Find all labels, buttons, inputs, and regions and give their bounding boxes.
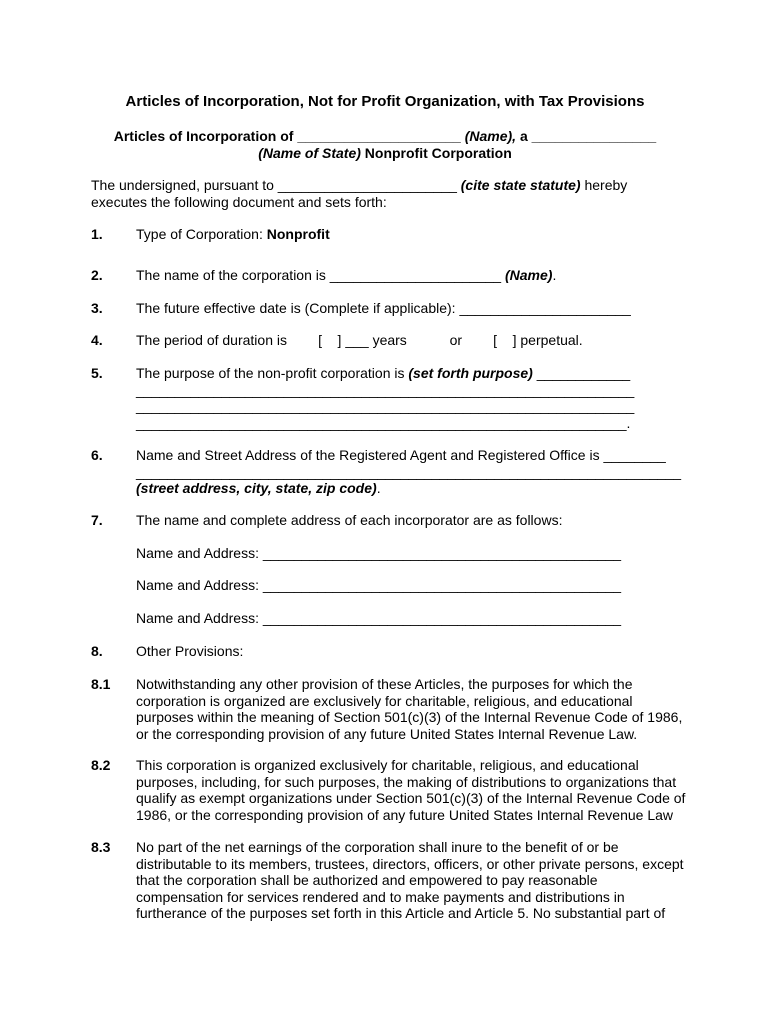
article-body [136, 757, 736, 823]
incorporator-line: Name and Address: ______________________________________________ [136, 577, 622, 593]
subtitle-name-placeholder: (Name), [464, 128, 517, 144]
article-number: 8.1 [91, 676, 111, 692]
corporation-type-value: Nonprofit [266, 226, 330, 242]
article-body [136, 839, 736, 922]
article-body [136, 643, 696, 660]
article-text-end: . [376, 480, 381, 496]
paragraph-line: that the corporation shall be authorized and empowered to pay reasonable [136, 872, 598, 888]
article-number: 8. [91, 643, 103, 659]
article-text: Type of Corporation: [136, 226, 267, 242]
article-body [136, 676, 736, 742]
article-text: The name and complete address of each incorporator are as follows: [136, 512, 563, 528]
article-text: Other Provisions: [136, 643, 244, 659]
intro-cite-placeholder: (cite state statute) [460, 177, 581, 193]
article-line [136, 480, 736, 497]
article-number: 2. [91, 267, 103, 283]
article-text: The name of the corporation is ______________________ [136, 267, 505, 283]
blank-line: _______________________________________________________________. [136, 414, 631, 431]
paragraph-line: distributable to its members, trustees, directors, officers, or other private persons, except [136, 855, 684, 872]
intro-prefix: The undersigned, pursuant to _______________________ [91, 177, 461, 193]
article-number: 4. [91, 332, 103, 348]
article-body [136, 300, 696, 317]
article-text-end: ____________ [532, 365, 631, 381]
paragraph-line: corporation is organized are exclusively for charitable, religious, and educational [136, 692, 633, 709]
incorporator-line: Name and Address: ______________________________________________ [136, 544, 622, 561]
article-number: 7. [91, 512, 103, 528]
subtitle-line-2 [0, 145, 770, 162]
article-body [136, 447, 736, 497]
subtitle-line-1 [0, 128, 770, 145]
blank-line: ________________________________________________________________ [136, 381, 635, 398]
document-subtitle [0, 128, 770, 161]
incorporator-line: Name and Address: ______________________________________________ [136, 609, 622, 626]
article-number: 3. [91, 300, 103, 316]
address-placeholder: (street address, city, state, zip code) [136, 480, 377, 496]
article-line [136, 365, 696, 382]
article-text: The period of duration is [ ] ___ years or [ ] perpetual. [136, 332, 583, 348]
blank-line: ______________________________________________________________________ [136, 463, 682, 480]
article-body [136, 226, 696, 243]
document-title: Articles of Incorporation, Not for Profit Organization, with Tax Provisions [125, 93, 645, 110]
subtitle-state-placeholder: (Name of State) [258, 144, 361, 161]
article-text: The purpose of the non-profit corporation is [136, 365, 409, 381]
intro-line-1 [91, 177, 691, 194]
article-number: 1. [91, 226, 103, 242]
article-number: 8.2 [91, 757, 111, 773]
intro-suffix: hereby [580, 177, 628, 193]
article-text: Name and Street Address of the Registered Agent and Registered Office is ________ [136, 447, 666, 463]
subtitle-suffix: a ________________ [516, 128, 657, 144]
article-body [136, 332, 696, 349]
article-text: The future effective date is (Complete if applicable): ______________________ [136, 300, 631, 316]
paragraph-line: No part of the net earnings of the corporation shall inure to the benefit of or be [136, 839, 619, 855]
subtitle-corp-type: Nonprofit Corporation [360, 144, 512, 161]
paragraph-line: Notwithstanding any other provision of these Articles, the purposes for which the [136, 676, 633, 692]
article-number: 6. [91, 447, 103, 463]
purpose-placeholder: (set forth purpose) [408, 365, 533, 381]
subtitle-prefix: Articles of Incorporation of _____________________ [113, 128, 465, 144]
article-body [136, 365, 696, 431]
article-body [136, 267, 696, 284]
intro-paragraph [91, 177, 691, 210]
article-number: 8.3 [91, 839, 111, 855]
paragraph-line: This corporation is organized exclusively for charitable, religious, and educational [136, 757, 639, 773]
name-placeholder: (Name) [504, 267, 553, 283]
paragraph-line: purposes, including, for such purposes, the making of distributions to organizations that [136, 773, 677, 790]
article-text-end: . [552, 267, 557, 283]
paragraph-line: or the corresponding provision of any future United States Internal Revenue Law. [136, 725, 638, 742]
blank-line: ________________________________________________________________ [136, 398, 635, 414]
paragraph-line: 1986, or the corresponding provision of any future United States Internal Revenue Law [136, 806, 673, 823]
paragraph-line: compensation for services rendered and to make payments and distributions in [136, 888, 625, 905]
paragraph-line: qualify as exempt organizations under Section 501(c)(3) of the Internal Revenue Code of [136, 790, 686, 806]
paragraph-line: purposes within the meaning of Section 501(c)(3) of the Internal Revenue Code of 1986, [136, 709, 683, 725]
article-body [136, 512, 696, 626]
paragraph-line: furtherance of the purposes set forth in this Article and Article 5. No substantial part of [136, 905, 666, 921]
intro-line-2: executes the following document and sets forth: [91, 193, 387, 210]
article-number: 5. [91, 365, 103, 381]
